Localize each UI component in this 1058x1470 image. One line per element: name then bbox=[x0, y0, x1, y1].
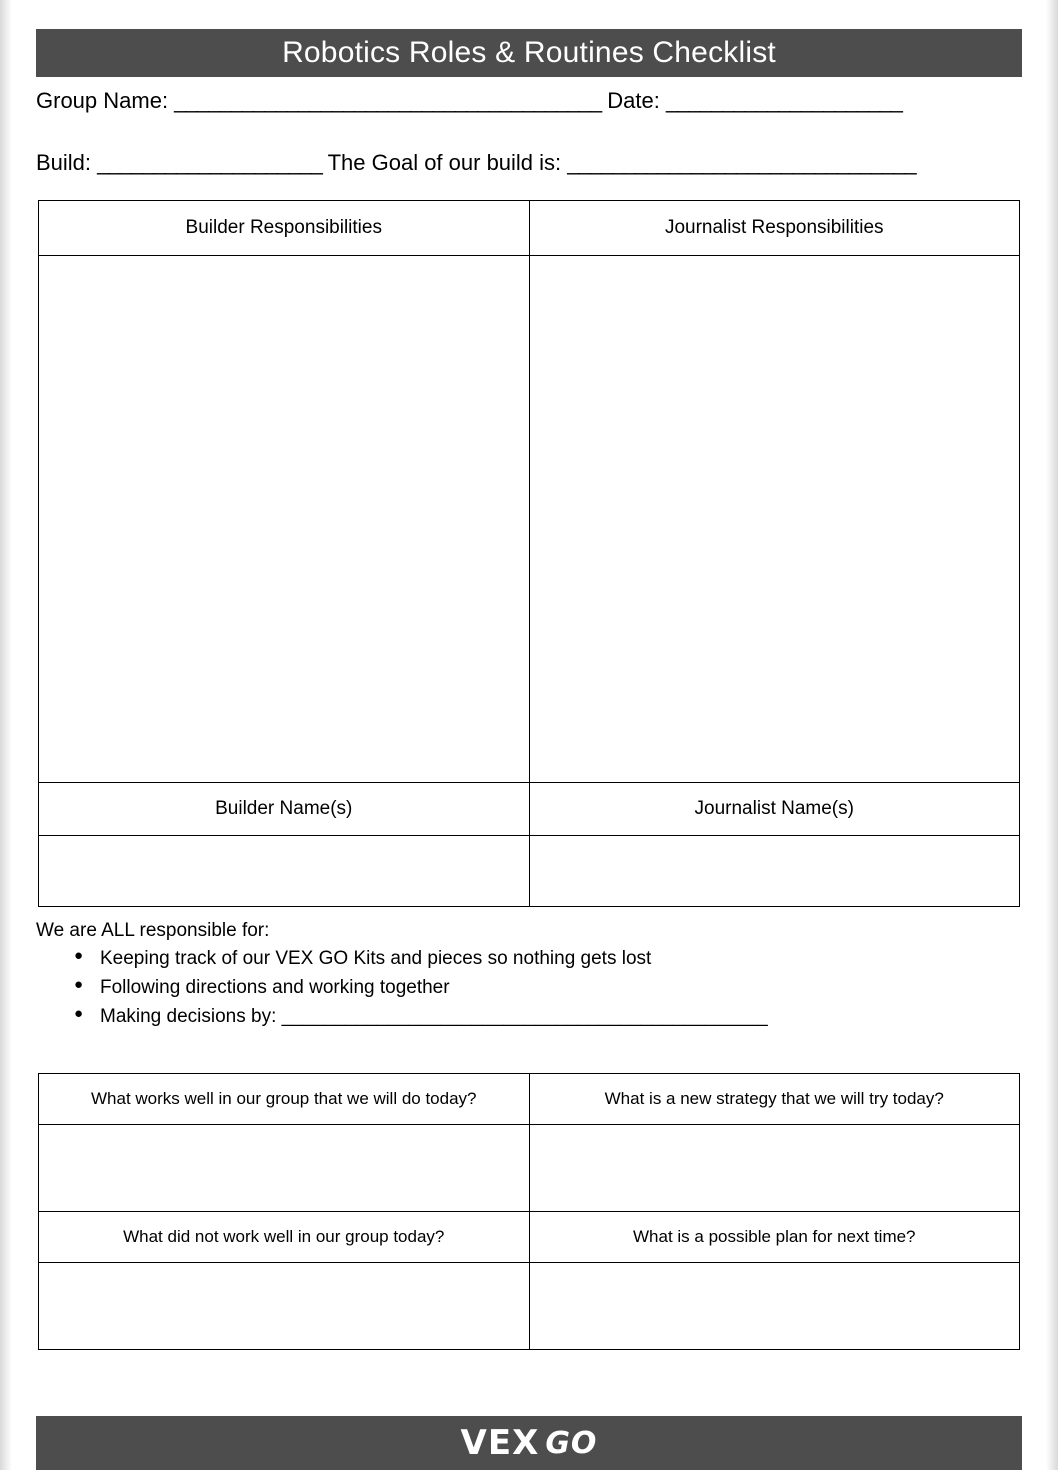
group-name-blank[interactable]: ______________________________________ bbox=[174, 88, 602, 113]
page-edge-right bbox=[1046, 0, 1058, 1470]
reflection-answer-4[interactable] bbox=[529, 1263, 1020, 1350]
table-row bbox=[39, 256, 1020, 783]
shared-responsibilities-lead: We are ALL responsible for: bbox=[36, 920, 270, 941]
builder-responsibilities-cell[interactable] bbox=[39, 256, 530, 783]
table-row bbox=[39, 1125, 1020, 1212]
build-label: Build: bbox=[36, 150, 98, 175]
journalist-responsibilities-cell[interactable] bbox=[529, 256, 1020, 783]
table-row bbox=[39, 1263, 1020, 1350]
reflection-question-2: What is a new strategy that we will try today? bbox=[529, 1074, 1020, 1125]
build-goal-row bbox=[36, 150, 916, 176]
table-row bbox=[39, 201, 1020, 256]
reflection-question-4: What is a possible plan for next time? bbox=[529, 1212, 1020, 1263]
table-row bbox=[39, 783, 1020, 836]
list-item: ● Following directions and working together bbox=[74, 977, 768, 999]
goal-blank[interactable]: _______________________________ bbox=[567, 150, 916, 175]
table-row bbox=[39, 836, 1020, 907]
journalist-names-cell[interactable] bbox=[529, 836, 1020, 907]
builder-responsibilities-header: Builder Responsibilities bbox=[39, 201, 530, 256]
go-logo-text: GO bbox=[545, 1425, 598, 1461]
reflection-answer-1[interactable] bbox=[39, 1125, 530, 1212]
builder-names-cell[interactable] bbox=[39, 836, 530, 907]
date-label: Date: bbox=[601, 88, 666, 113]
page-title-bar bbox=[36, 29, 1022, 77]
builder-names-header: Builder Name(s) bbox=[39, 783, 530, 836]
table-row bbox=[39, 1074, 1020, 1125]
group-name-date-row bbox=[36, 88, 902, 114]
reflection-answer-2[interactable] bbox=[529, 1125, 1020, 1212]
reflection-question-3: What did not work well in our group today? bbox=[39, 1212, 530, 1263]
list-item: ● Keeping track of our VEX GO Kits and pieces so nothing gets lost bbox=[74, 948, 768, 970]
reflection-question-1: What works well in our group that we will do today? bbox=[39, 1074, 530, 1125]
reflection-table bbox=[38, 1073, 1020, 1350]
vex-logo-text: VEX bbox=[460, 1423, 540, 1463]
shared-responsibilities bbox=[36, 920, 768, 1035]
goal-label: The Goal of our build is: bbox=[321, 150, 568, 175]
group-name-label: Group Name: bbox=[36, 88, 175, 113]
reflection-answer-3[interactable] bbox=[39, 1263, 530, 1350]
shared-responsibilities-list bbox=[36, 948, 768, 1028]
page-title: Robotics Roles & Routines Checklist bbox=[282, 36, 776, 69]
roles-table bbox=[38, 200, 1020, 907]
list-item[interactable]: ● Making decisions by: ______________________________________________ bbox=[74, 1006, 768, 1028]
journalist-responsibilities-header: Journalist Responsibilities bbox=[529, 201, 1020, 256]
journalist-names-header: Journalist Name(s) bbox=[529, 783, 1020, 836]
date-blank[interactable]: _____________________ bbox=[665, 88, 902, 113]
table-row bbox=[39, 1212, 1020, 1263]
page-footer-bar bbox=[36, 1416, 1022, 1470]
build-blank[interactable]: ____________________ bbox=[97, 150, 322, 175]
vex-go-logo bbox=[461, 1423, 598, 1463]
page-edge-left bbox=[0, 0, 12, 1470]
